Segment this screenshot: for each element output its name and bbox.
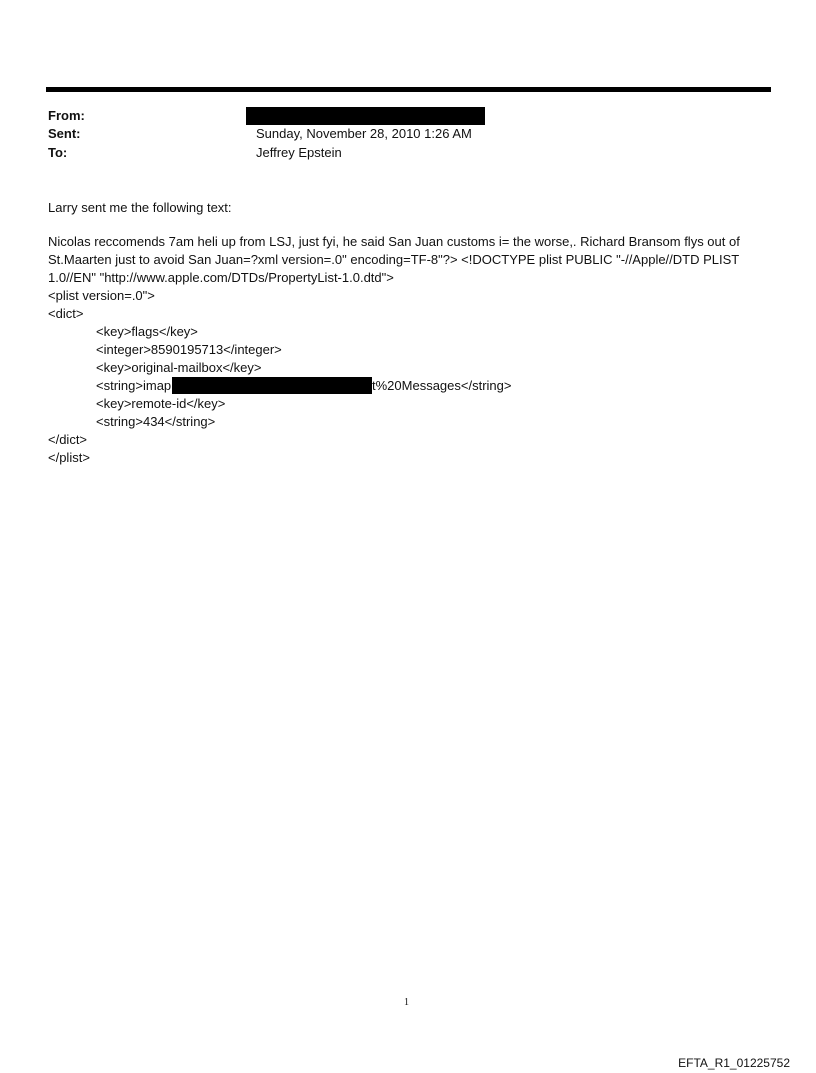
bates-number: EFTA_R1_01225752 (678, 1056, 790, 1070)
header-divider (46, 87, 771, 92)
intro-line: Larry sent me the following text: (48, 200, 232, 215)
redacted-mailbox-path (172, 377, 372, 394)
from-label: From: (48, 108, 85, 123)
key-mailbox: <key>original-mailbox</key> (96, 360, 262, 375)
key-flags: <key>flags</key> (96, 324, 198, 339)
plist-open: <plist version=.0"> (48, 288, 155, 303)
string-remote-id: <string>434</string> (96, 414, 216, 429)
integer-flags: <integer>8590195713</integer> (96, 342, 282, 357)
message-line-3: 1.0//EN" "http://www.apple.com/DTDs/PropertyList-1.0.dtd"> (48, 270, 394, 285)
page-number: 1 (404, 997, 409, 1008)
plist-close: </plist> (48, 450, 90, 465)
dict-close: </dict> (48, 432, 88, 447)
message-line-2: St.Maarten just to avoid San Juan=?xml version=.0" encoding=TF-8"?> <!DOCTYPE plist PUBLIC "-//Apple//DTD PLIST (48, 252, 740, 267)
message-line-1: Nicolas reccomends 7am heli up from LSJ, just fyi, he said San Juan customs i= the worse,. Richard Bransom flys out of (48, 234, 740, 249)
redacted-sender (246, 107, 485, 125)
key-remote-id: <key>remote-id</key> (96, 396, 226, 411)
sent-value: Sunday, November 28, 2010 1:26 AM (256, 126, 472, 141)
string-imap-end: t%20Messages</string> (372, 378, 512, 393)
to-value: Jeffrey Epstein (256, 145, 342, 160)
to-label: To: (48, 145, 68, 160)
dict-open: <dict> (48, 306, 84, 321)
string-imap-start: <string>imap (96, 378, 172, 393)
sent-label: Sent: (48, 126, 81, 141)
